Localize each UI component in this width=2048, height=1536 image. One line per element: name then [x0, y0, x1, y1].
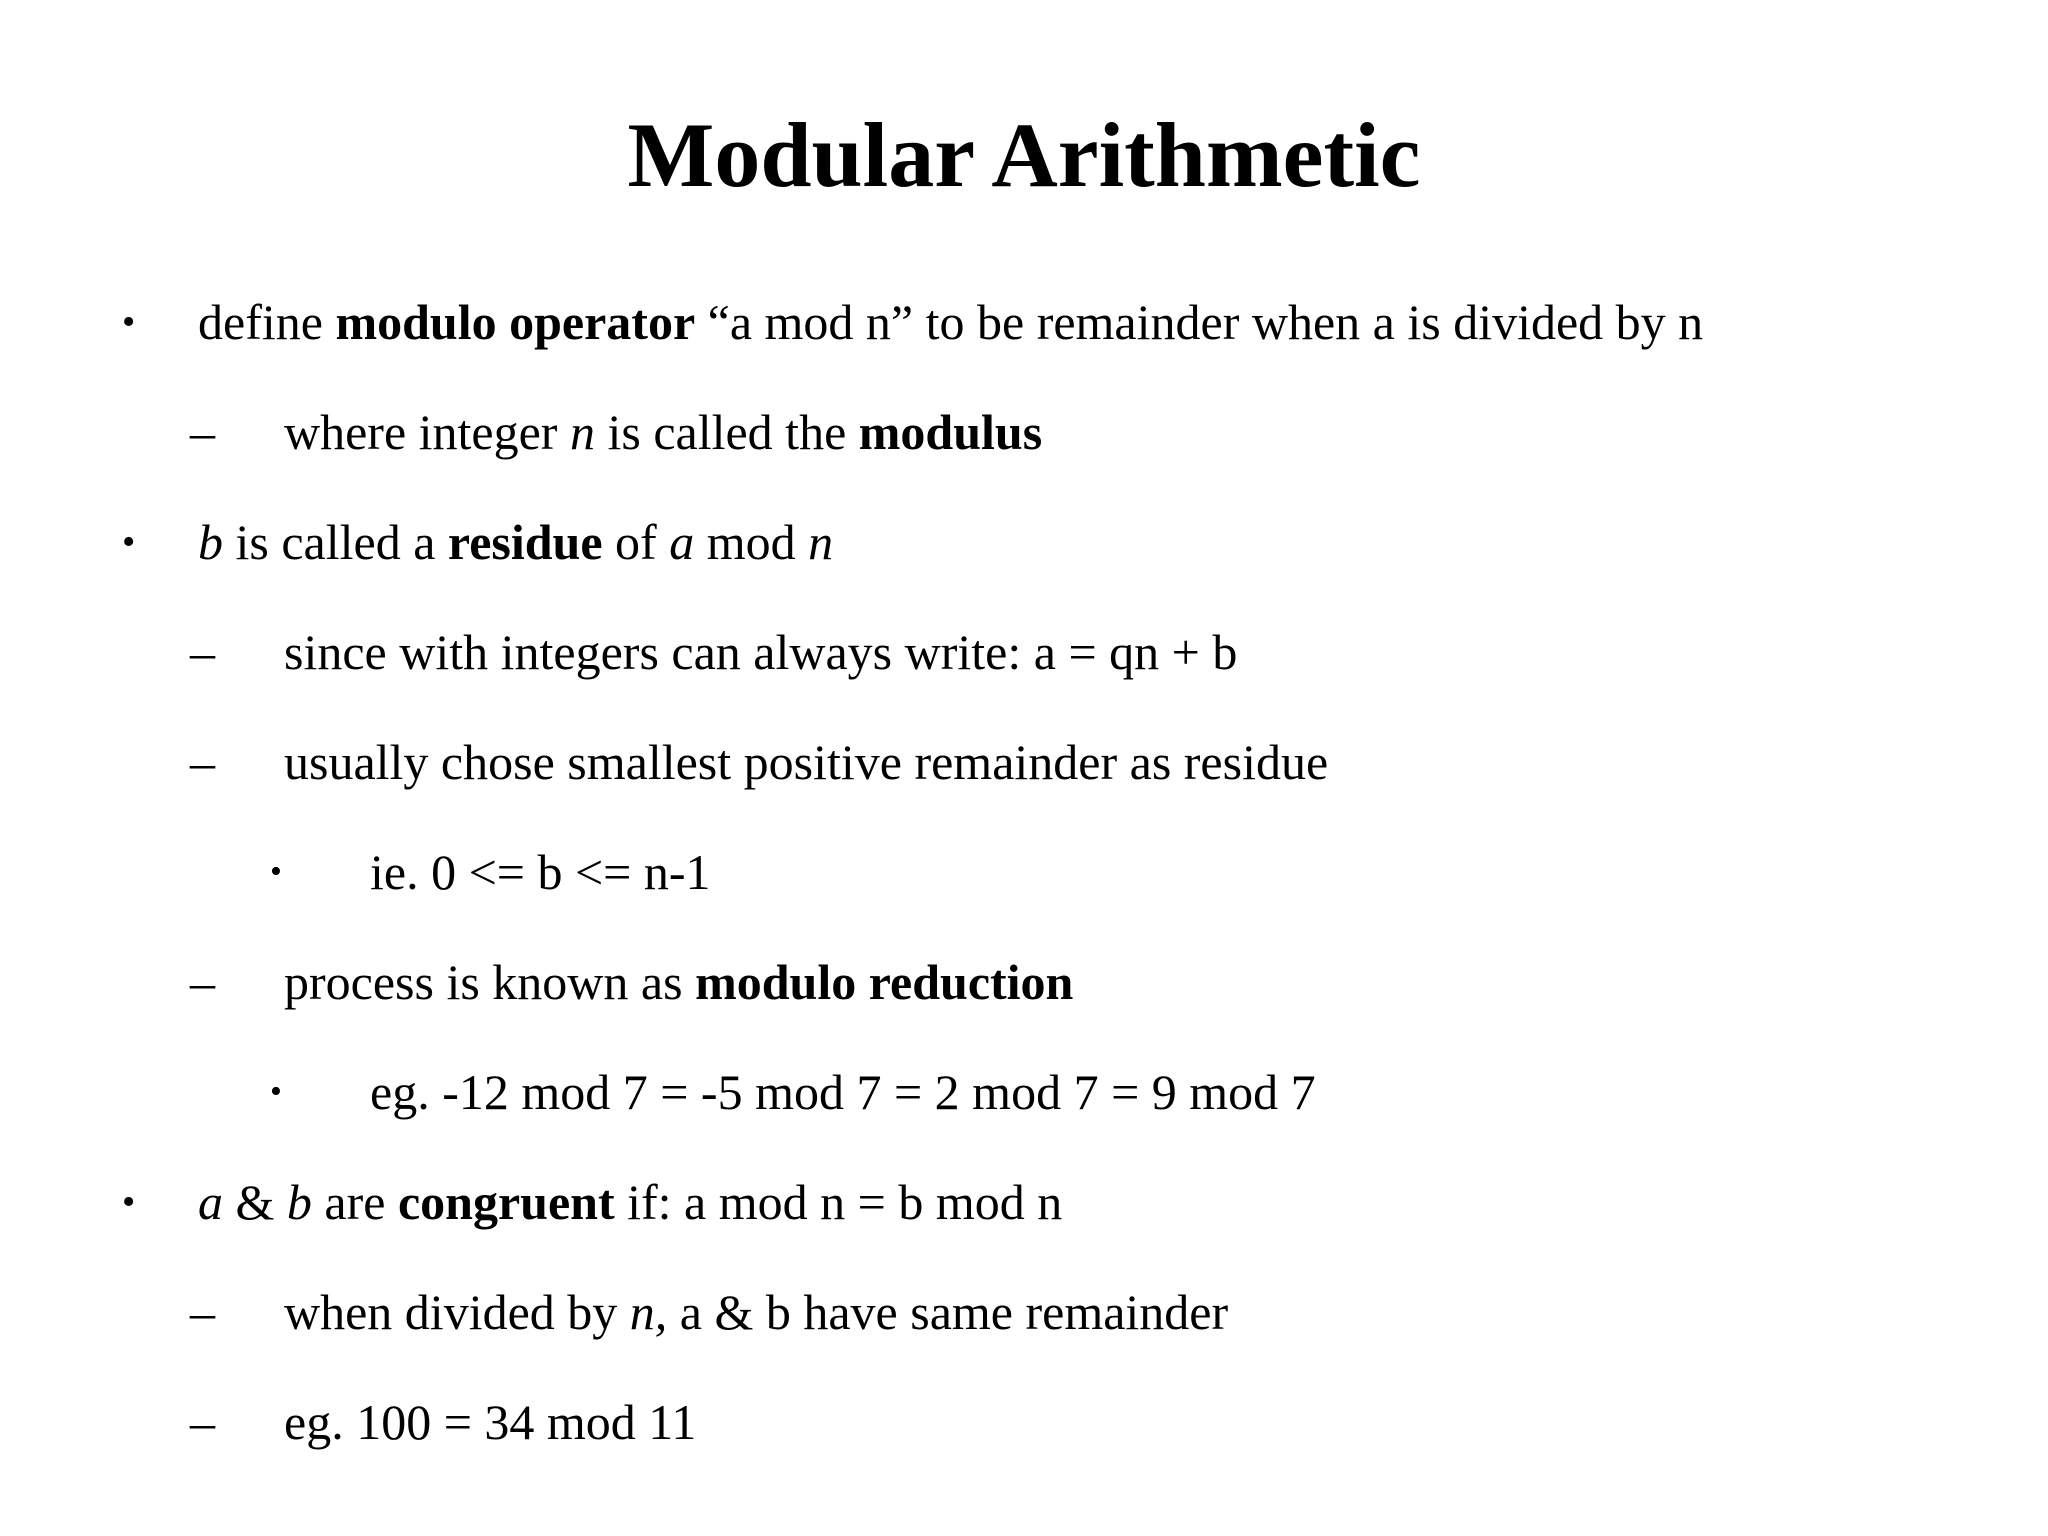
list-item-level-1 [198, 1172, 1062, 1232]
list-item-level-2 [284, 1392, 696, 1452]
text-segment: eg. 100 = 34 mod 11 [284, 1394, 697, 1450]
text-segment: where integer [284, 404, 570, 460]
text-segment: “a mod n” to be remainder when a is divided by n [695, 294, 1704, 350]
list-item-level-2 [284, 1282, 1228, 1342]
list-item-level-1 [198, 292, 1703, 352]
bullet-marker: • [122, 1181, 136, 1223]
text-segment: eg. -12 mod 7 = -5 mod 7 = 2 mod 7 = 9 mod 7 [370, 1064, 1316, 1120]
list-item-level-2 [284, 952, 1073, 1012]
dash-marker: – [190, 1394, 215, 1450]
bullet-marker: • [270, 1073, 282, 1110]
text-segment: & [223, 1174, 287, 1230]
text-segment: of [602, 514, 670, 570]
text-segment: usually chose smallest positive remainder as residue [284, 734, 1329, 790]
list-item-level-3 [370, 1062, 1316, 1122]
text-segment: residue [447, 514, 603, 570]
list-item-level-2 [284, 402, 1042, 462]
list-item-level-2 [284, 732, 1328, 792]
dash-marker: – [190, 954, 215, 1010]
text-segment: a & b have same remainder [667, 1284, 1229, 1340]
text-segment: if: a mod n = b mod n [614, 1174, 1063, 1230]
text-segment: mod [694, 514, 809, 570]
text-segment: b [286, 1174, 312, 1230]
dash-marker: – [190, 1284, 215, 1340]
text-segment: when divided by [284, 1284, 630, 1340]
list-item-level-3 [370, 842, 711, 902]
slide-title: Modular Arithmetic [627, 104, 1421, 206]
text-segment: modulo reduction [695, 954, 1074, 1010]
text-segment: n [808, 514, 834, 570]
text-segment: process is known as [284, 954, 696, 1010]
bullet-marker: • [270, 853, 282, 890]
text-segment: a [669, 514, 695, 570]
text-segment: are [311, 1174, 398, 1230]
text-segment: define [198, 294, 336, 350]
text-segment: modulus [858, 404, 1043, 460]
dash-marker: – [190, 734, 215, 790]
dash-marker: – [190, 404, 215, 460]
text-segment: is called a [223, 514, 448, 570]
text-segment: is called the [594, 404, 859, 460]
text-segment: a [198, 1174, 223, 1230]
text-segment: modulo operator [335, 294, 696, 350]
list-item-level-1 [198, 512, 833, 572]
list-item-level-2 [284, 622, 1237, 682]
bullet-marker: • [122, 521, 136, 563]
dash-marker: – [190, 624, 215, 680]
bullet-marker: • [122, 301, 136, 343]
text-segment: b [198, 514, 223, 570]
text-segment: congruent [397, 1174, 615, 1230]
text-segment: n [569, 404, 595, 460]
text-segment: ie. 0 <= b <= n-1 [370, 844, 711, 900]
text-segment: since with integers can always write: a = qn + b [284, 624, 1238, 680]
text-segment: n, [629, 1284, 668, 1340]
